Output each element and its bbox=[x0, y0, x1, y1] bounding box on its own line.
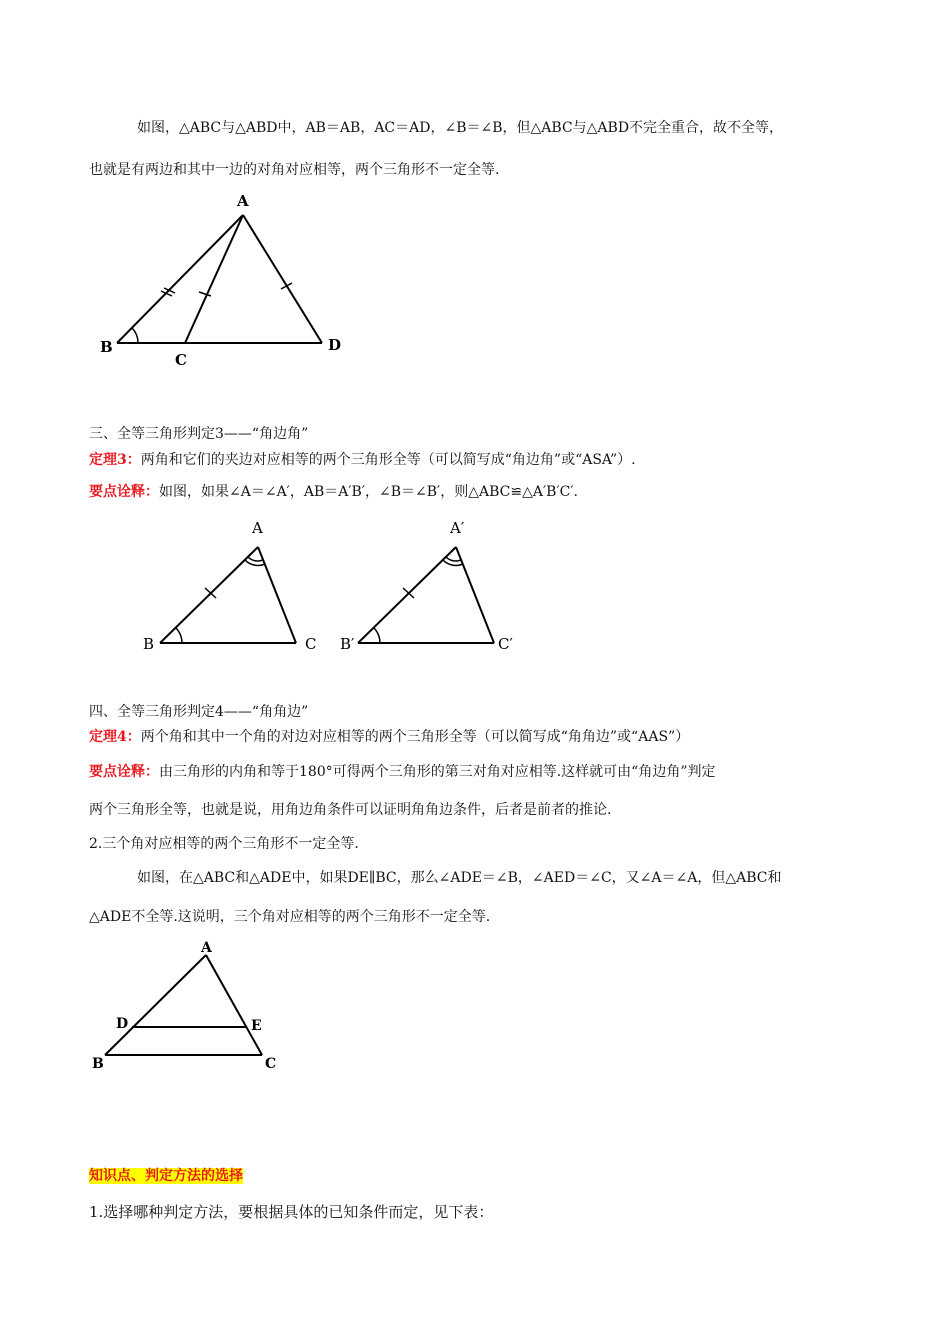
left-ab bbox=[160, 547, 258, 643]
segment-ac bbox=[185, 215, 243, 343]
right-angle-b-arc bbox=[374, 628, 380, 643]
label-b: B bbox=[100, 338, 113, 356]
sec4-note bbox=[89, 762, 715, 782]
sec4-note-line1: 由三角形的内角和等于180°可得两个三角形的第三对角对应相等.这样就可由“角边角”判定 bbox=[159, 764, 716, 780]
tick-ac bbox=[199, 292, 211, 296]
knowledge-heading bbox=[89, 1166, 243, 1186]
label-d: D bbox=[328, 336, 342, 354]
right-label-b: B′ bbox=[340, 635, 355, 653]
sec3-note-text: 如图，如果∠A＝∠A′，AB＝A′B′，∠B＝∠B′，则△ABC≌△A′B′C′. bbox=[159, 484, 578, 500]
figure-asa-triangles bbox=[140, 515, 520, 660]
para1-line1: 如图，△ABC与△ABD中，AB＝AB，AC＝AD，∠B＝∠B，但△ABC与△ABD不完全重合，故不全等， bbox=[137, 120, 784, 136]
label-c: C bbox=[175, 351, 187, 369]
sec4-theorem-text: 两个角和其中一个角的对边对应相等的两个三角形全等（可以简写成“角角边”或“AAS”） bbox=[140, 729, 690, 745]
sec4-theorem-label: 定理4： bbox=[89, 729, 141, 745]
right-label-a: A′ bbox=[450, 519, 465, 537]
sec3-theorem-text: 两角和它们的夹边对应相等的两个三角形全等（可以简写成“角边角”或“ASA”）. bbox=[140, 452, 636, 468]
sec4-note-line2: 两个三角形全等，也就是说，用角边角条件可以证明角角边条件，后者是前者的推论. bbox=[89, 802, 612, 818]
right-ab bbox=[358, 547, 456, 643]
right-ac bbox=[456, 547, 494, 643]
segment-ac bbox=[206, 955, 262, 1055]
sec4-theorem bbox=[89, 727, 689, 747]
label-e: E bbox=[251, 1018, 262, 1034]
label-a: A bbox=[201, 940, 212, 956]
left-label-b: B bbox=[143, 635, 155, 653]
left-angle-b-arc bbox=[176, 628, 182, 643]
item2-title: 2.三个角对应相等的两个三角形不一定全等. bbox=[89, 836, 359, 852]
left-label-c: C bbox=[305, 635, 317, 653]
segment-ad bbox=[243, 215, 322, 343]
sec3-note-label: 要点诠释： bbox=[89, 484, 159, 500]
left-label-a: A bbox=[252, 519, 263, 537]
label-c: C bbox=[265, 1056, 277, 1072]
figure-triangle-ade bbox=[88, 935, 288, 1075]
angle-b-arc bbox=[132, 328, 138, 343]
knowledge-line1: 1.选择哪种判定方法，要根据具体的已知条件而定，见下表： bbox=[89, 1203, 494, 1221]
label-b: B bbox=[92, 1056, 104, 1072]
right-angle-a-arc1 bbox=[446, 557, 461, 561]
label-d: D bbox=[116, 1016, 129, 1032]
item2-line1: 如图，在△ABC和△ADE中，如果DE∥BC，那么∠ADE＝∠B，∠AED＝∠C，又∠A＝∠A，但△ABC和 bbox=[137, 870, 782, 886]
figure-triangle-abd bbox=[95, 185, 355, 375]
right-label-c: C′ bbox=[498, 635, 513, 653]
sec3-theorem-label: 定理3： bbox=[89, 452, 141, 468]
sec4-heading: 四、全等三角形判定4——“角角边” bbox=[89, 704, 309, 720]
left-angle-a-arc1 bbox=[248, 557, 263, 561]
sec4-note-label: 要点诠释： bbox=[89, 764, 159, 780]
sec3-heading: 三、全等三角形判定3——“角边角” bbox=[89, 426, 309, 442]
label-a: A bbox=[237, 192, 249, 210]
item2-line2: △ADE不全等.这说明，三个角对应相等的两个三角形不一定全等. bbox=[89, 909, 491, 925]
segment-ab bbox=[117, 215, 243, 343]
segment-ab bbox=[105, 955, 206, 1055]
para1-line2: 也就是有两边和其中一边的对角对应相等，两个三角形不一定全等. bbox=[89, 162, 500, 178]
left-ac bbox=[258, 547, 296, 643]
knowledge-heading-text: 知识点、判定方法的选择 bbox=[89, 1168, 243, 1184]
sec3-theorem bbox=[89, 450, 636, 470]
sec3-note bbox=[89, 482, 578, 502]
